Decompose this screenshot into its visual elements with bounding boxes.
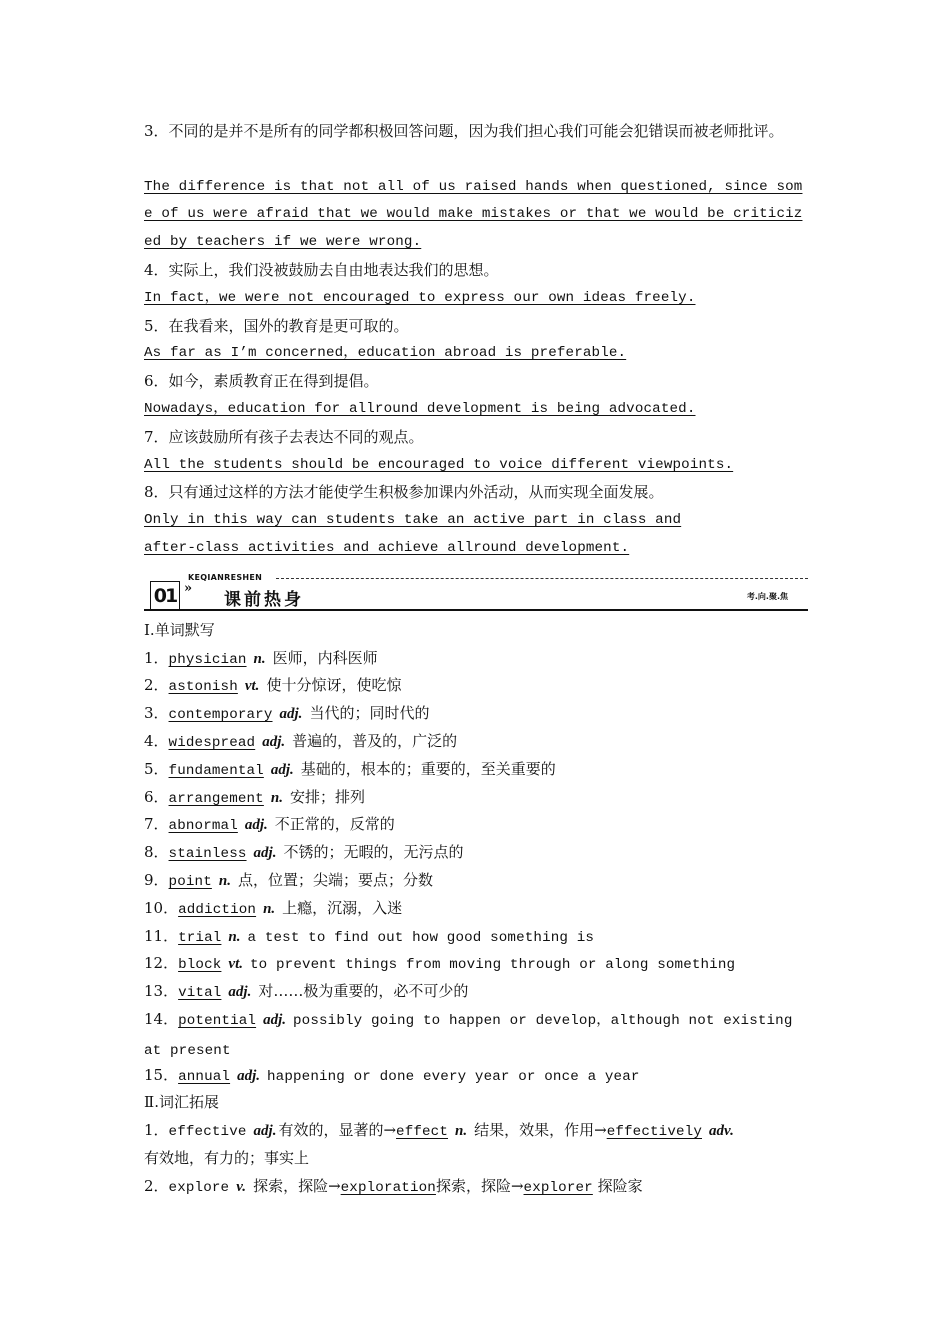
answer-word: fundamental [168,762,264,779]
sentence-cn: 3．不同的是并不是所有的同学都积极回答问题，因为我们担心我们可能会犯错误而被老师批评。 [144,122,784,140]
item-number: 11． [144,926,179,945]
vocab-item [144,672,808,700]
sentence-cn: 5．在我看来，国外的教育是更可取的。 [144,316,409,335]
answer-word: trial [178,929,222,946]
answer-word: exploration [340,1179,436,1196]
vocab-item [144,978,808,1006]
answer-word: abnormal [168,818,238,835]
sentence-cn: 6．如今，素质教育正在得到提倡。 [144,372,379,391]
answer-word: astonish [168,679,238,696]
part-of-speech: adv. [709,1123,734,1140]
part-of-speech: vt. [244,678,260,695]
definition: happening or done every year or once a year [267,1068,640,1085]
sentence-cn: 8．只有通过这样的方法才能使学生积极参加课内外活动，从而实现全面发展。 [144,483,664,502]
sentence-item-7 [144,424,808,480]
sentence-en-answer: In fact，we were not encouraged to express our own ideas freely. [144,289,696,306]
vocab-item [144,700,808,728]
part-of-speech: n. [228,928,241,945]
vocab-item [144,839,808,867]
sentence-item-5 [144,313,808,369]
meaning: 有效的，显著的→ [278,1121,397,1140]
definition: 上瘾，沉溺，入迷 [282,898,403,917]
section-header [144,573,808,611]
item-number: 8． [144,843,169,862]
vocab-item [144,811,808,839]
item-number: 6． [144,787,169,806]
answer-word: effect [396,1124,449,1141]
item-number: 4． [144,731,169,750]
meaning: 结果，效果，作用→ [474,1121,607,1140]
definition: 基础的，根本的；重要的，至关重要的 [300,759,556,778]
meaning: 探险家 [597,1176,643,1195]
item-number: 2． [144,676,169,695]
answer-word: effectively [606,1124,702,1141]
sentence-en-answer: Nowadays，education for allround development is being advocated. [144,400,696,417]
answer-word: addiction [178,901,257,918]
part-of-speech: adj. [228,984,252,1001]
section-title: 课前热身 [224,589,304,610]
answer-word: potential [178,1012,257,1029]
part-of-speech: n. [253,650,266,667]
vocab-item [144,1062,808,1090]
part-of-speech: n. [263,900,276,917]
answer-word: point [168,873,212,890]
item-number: 5． [144,759,169,778]
section-rule [144,609,808,611]
part-of-speech: n. [270,789,283,806]
sentence-item-6 [144,368,808,424]
part-of-speech: adj. [237,1067,260,1084]
vocab-item [144,1006,808,1062]
vocab-item [144,867,808,895]
part-of-speech: vt. [228,956,243,973]
definition: 当代的；同时代的 [309,704,430,723]
part-of-speech: adj. [262,733,286,750]
item-number: 3． [144,704,169,723]
section-tag: 考.向.聚.焦 [746,591,788,601]
definition: 使十分惊讶，使吃惊 [266,676,402,695]
vocab-item [144,645,808,673]
answer-word: vital [178,985,222,1002]
definition: possibly going to happen or develop，although not existing at present [144,1012,793,1059]
vocab-item [144,923,808,951]
part-of-speech: adj. [263,1011,286,1028]
sentence-en-answer: The difference is that not all of us raised hands when questioned, since some of us were afraid that we would make mistakes or that we would be criticized by teachers if we were wrong. [144,178,803,251]
sentence-en-answer: Only in this way can students take an active part in class and after-class activities and achieve allround development. [144,512,682,556]
item-number: 12． [144,954,179,973]
vocab-item [144,756,808,784]
part2-heading: Ⅱ.词汇拓展 [144,1093,219,1112]
answer-word: annual [178,1068,231,1085]
section-pinyin: KEQIANRESHEN [188,572,263,582]
part-of-speech: v. [236,1178,247,1195]
base-word: explore [168,1179,230,1196]
sentence-item-3 [144,118,808,257]
definition: 普遍的，普及的，广泛的 [292,731,458,750]
part-of-speech: n. [455,1123,468,1140]
expand-item-2 [144,1173,808,1201]
answer-word: widespread [168,734,256,751]
answer-word: stainless [168,846,247,863]
dashed-divider [276,578,808,579]
item-number: 7． [144,815,169,834]
definition: to prevent things from moving through or along something [250,957,736,974]
answer-word: contemporary [168,707,273,724]
sentence-cn: 4．实际上，我们没被鼓励去自由地表达我们的思想。 [144,260,499,279]
part-of-speech: adj. [253,1123,277,1140]
part-of-speech: adj. [244,817,268,834]
section-number-badge: 01 [150,581,180,611]
item-number: 14． [144,1009,179,1028]
answer-word: arrangement [168,790,264,807]
part-of-speech: adj. [253,845,277,862]
vocab-item [144,728,808,756]
definition: 不正常的，反常的 [274,815,395,834]
item-number: 1． [144,1121,169,1140]
item-number: 2． [144,1176,169,1195]
vocab-item [144,784,808,812]
answer-word: block [178,957,222,974]
vocab-item [144,950,808,978]
definition: 不锈的；无暇的，无污点的 [283,843,464,862]
vocab-item [144,895,808,923]
definition: 对……极为重要的，必不可少的 [258,982,469,1001]
item-number: 10． [144,898,179,917]
part-of-speech: n. [218,872,231,889]
meaning: 有效地，有力的；事实上 [144,1148,310,1167]
definition: 点，位置；尖端；要点；分数 [237,870,433,889]
item-number: 1． [144,648,169,667]
meaning: 探索，探险→ [253,1176,341,1195]
item-number: 9． [144,870,169,889]
part-of-speech: adj. [279,706,303,723]
answer-word: explorer [523,1179,593,1196]
part1-heading: Ⅰ.单词默写 [144,620,215,639]
item-number: 15． [144,1065,179,1084]
definition: 医师，内科医师 [272,648,378,667]
double-chevron-icon: » [184,580,193,596]
item-number: 13． [144,982,179,1001]
sentence-en-answer: As far as I’m concerned，education abroad is preferable. [144,345,627,362]
answer-word: physician [168,651,247,668]
definition: 安排；排列 [289,787,365,806]
expand-item-1 [144,1117,808,1173]
meaning: 探索，探险→ [435,1176,524,1195]
part-of-speech: adj. [270,761,294,778]
sentence-en-answer: All the students should be encouraged to voice different viewpoints. [144,456,734,473]
base-word: effective [168,1124,247,1141]
sentence-item-8 [144,479,808,562]
vocab-list [144,645,808,1090]
definition: a test to find out how good something is [247,929,595,946]
document-page [144,118,808,1200]
sentence-item-4 [144,257,808,313]
sentence-cn: 7．应该鼓励所有孩子去表达不同的观点。 [144,427,424,446]
